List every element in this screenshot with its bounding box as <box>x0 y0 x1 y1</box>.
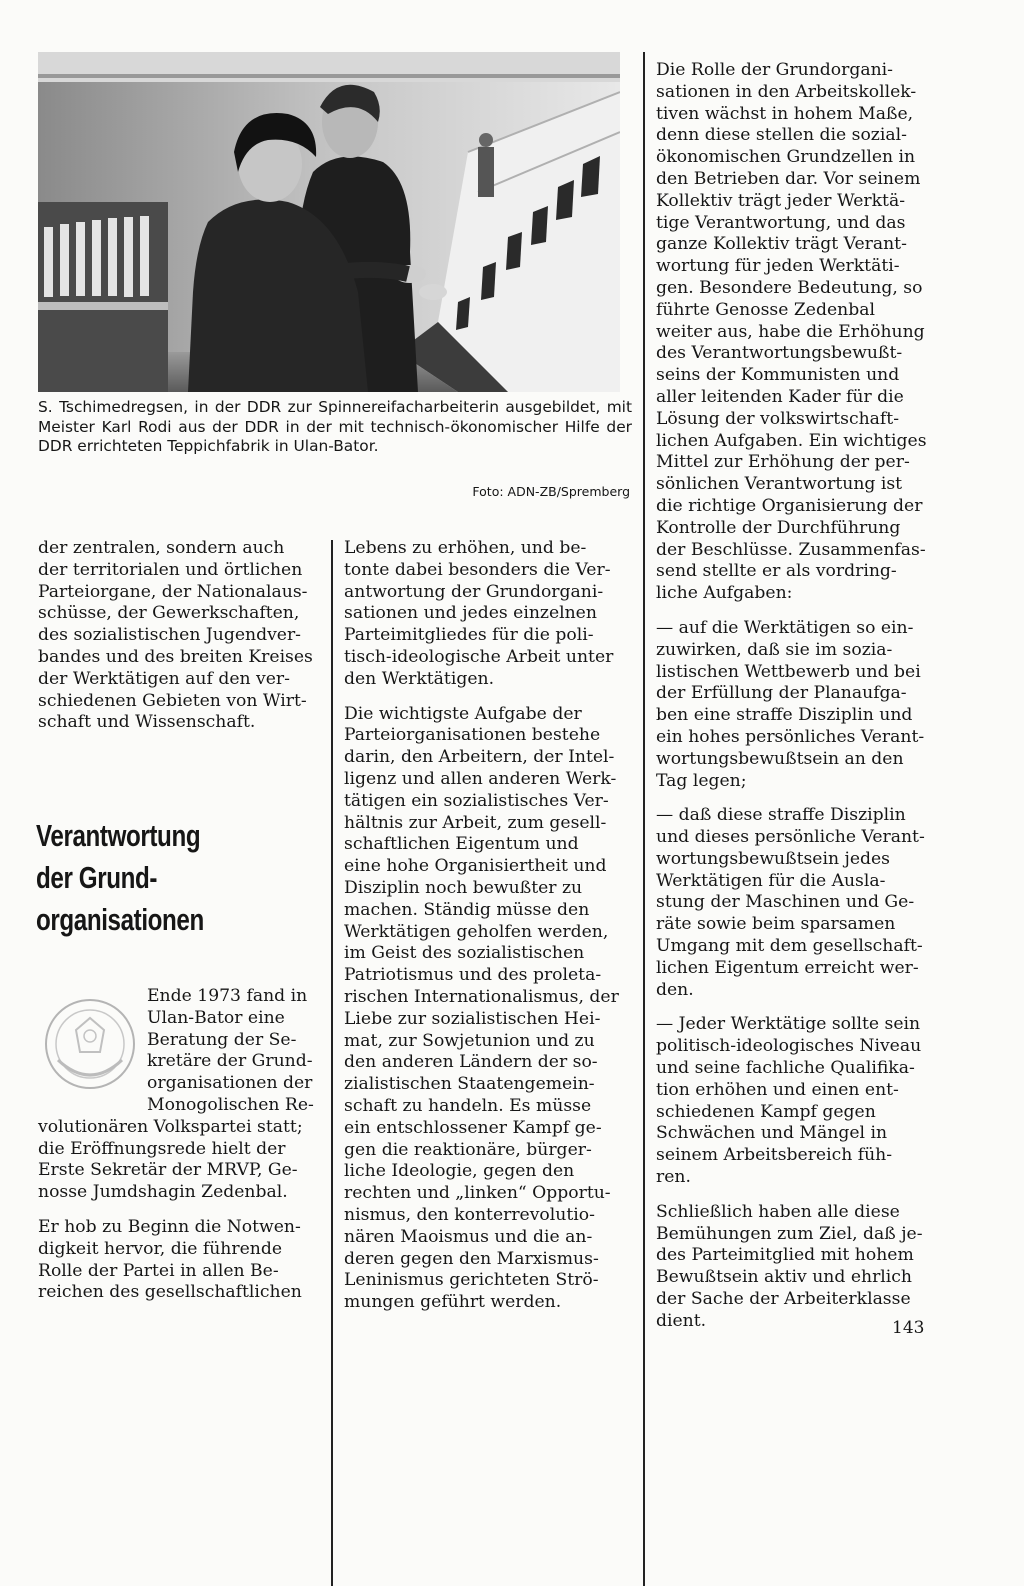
photo-credit: Foto: ADN-ZB/Spremberg <box>472 484 630 499</box>
middle-column <box>344 538 630 1327</box>
paragraph: Schließlich haben alle diese Bemühungen zum Ziel, daß je- des Parteimitglied mit hohem Bewußtsein aktiv und ehrlich der Sache der Arbeiterklasse dient. <box>656 1201 923 1331</box>
page-number: 143 <box>892 1318 925 1338</box>
right-column <box>656 60 940 1346</box>
section-heading: Verantwortung der Grund- organisationen <box>36 818 204 937</box>
paragraph: Ende 1973 fand in Ulan-Bator eine Beratung der Se- kretäre der Grund- organisationen der Monogolischen Re- volutionären Volkspartei statt; die Eröffnungsrede hielt der Erste Sekretär der MRVP, Ge- nosse Jumdshagin Zedenbal. <box>38 986 314 1203</box>
paragraph: — Jeder Werktätige sollte sein politisch-ideologisches Niveau und seine fachliche Qualifika- tion erhöhen und einen ent- schiedenen Kampf gegen Schwächen und Mängel in seinem Arbeitsbereich füh- ren. <box>656 1014 922 1188</box>
photo <box>38 52 620 392</box>
photo-illustration <box>38 52 620 392</box>
column-rule-mid <box>331 540 333 1586</box>
column-rule-right-lower <box>643 540 645 1586</box>
paragraph: Die wichtigste Aufgabe der Parteiorganisationen bestehe darin, den Arbeitern, der Intel- ligenz und allen anderen Werk- tätigen ein sozialistisches Ver- hältnis zur Arbeit, zum gesell- schaftlichen Eigentum und eine hohe Organisiertheit und Disziplin noch bewußter zu machen. Ständig müsse den Werktätigen geholfen werden, im Geist des sozialistischen Patriotismus und des proleta- rischen Internationalismus, der Liebe zur sozialistischen Hei- mat, zur Sowjetunion und zu den anderen Ländern der so- zialistischen Staatengemein- schaft zu handeln. Es müsse ein entschlossener Kampf ge- gen die reaktionäre, bürger- liche Ideologie, gegen den rechten und „linken“ Opportu- nismus, den konterrevolutio- nären Maoismus und die an- deren gegen den Marxismus- Leninismus gerichteten Strö- mungen geführt werden. <box>344 703 619 1313</box>
column-rule-right <box>643 52 645 597</box>
paragraph: Lebens zu erhöhen, und be- tonte dabei besonders die Ver- antwortung der Grundorgani- sationen und jedes einzelnen Parteimitgliedes für die poli- tisch-ideologische Arbeit unter den Werktätigen. <box>344 538 614 689</box>
paragraph: — auf die Werktätigen so ein- zuwirken, daß sie im sozia- listischen Wettbewerb und bei der Erfüllung der Planaufga- ben eine straffe Disziplin und ein hohes persönliches Verant- wortungsbewußtsein an den Tag legen; <box>656 617 925 791</box>
left-column-intro <box>38 986 320 1317</box>
photo-caption: S. Tschimedregsen, in der DDR zur Spinnereifacharbeiterin ausgebildet, mit Meister Karl Rodi aus der DDR in der mit technisch-ökonomischer Hilfe der DDR errichteten Teppichfabrik in Ulan-Bator. <box>38 398 632 456</box>
left-column-top <box>38 538 320 747</box>
paragraph: — daß diese straffe Disziplin und dieses persönliche Verant- wortungsbewußtsein jedes Werktätigen für die Ausla- stung der Maschinen und Ge- räte sowie beim sparsamen Umgang mit dem gesellschaft- lichen Eigentum erreicht wer- den. <box>656 805 925 1000</box>
paragraph: Er hob zu Beginn die Notwen- digkeit hervor, die führende Rolle der Partei in allen Be- reichen des gesellschaftlichen <box>38 1216 302 1303</box>
paragraph: Die Rolle der Grundorgani- sationen in den Arbeitskollek- tiven wächst in hohem Maße, denn diese stellen die sozial- ökonomischen Grundzellen in den Betrieben dar. Vor seinem Kollektiv trägt jeder Werktä- tige Verantwortung, und das ganze Kollektiv trägt Verant- wortung für jeden Werktäti- gen. Besondere Bedeutung, so führte Genosse Zedenbal weiter aus, habe die Erhöhung des Verantwortungsbewußt- seins der Kommunisten und aller leitenden Kader für die Lösung der volkswirtschaft- lichen Aufgaben. Ein wichtiges Mittel zur Erhöhung der per- sönlichen Verantwortung ist die richtige Organisierung der Kontrolle der Durchführung der Beschlüsse. Zusammenfas- send stellte er als vordring- liche Aufgaben: <box>656 60 927 604</box>
paragraph: der zentralen, sondern auch der territorialen und örtlichen Parteiorgane, der Nationalaus- schüsse, der Gewerkschaften, des sozialistischen Jugendver- bandes und des breiten Kreises der Werktätigen auf den ver- schiedenen Gebieten von Wirt- schaft und Wissenschaft. <box>38 538 313 733</box>
